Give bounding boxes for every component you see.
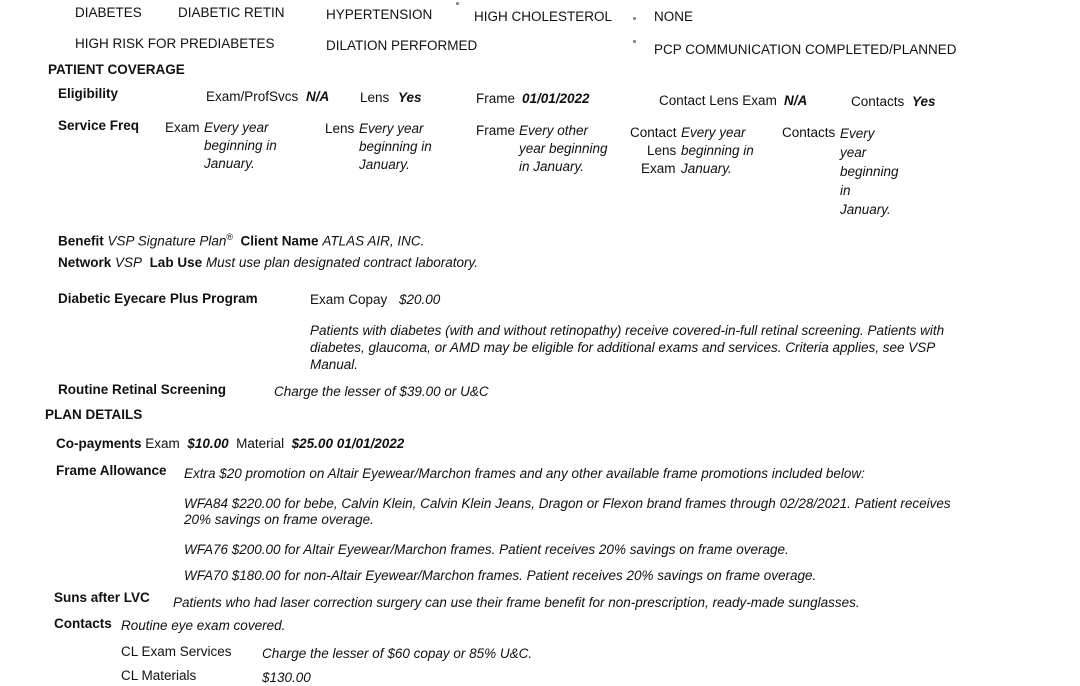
copay-exam-label: Exam	[145, 436, 180, 451]
copayments-label: Co-payments	[56, 436, 142, 451]
condition-high-risk-prediabetes: HIGH RISK FOR PREDIABETES	[75, 36, 275, 51]
service-freq-contacts-line: year	[840, 145, 867, 160]
service-freq-lens-line: January.	[359, 157, 410, 172]
service-freq-cl-label: Lens	[647, 143, 677, 158]
copay-exam-value: $10.00	[187, 436, 229, 451]
diabetic-copay-label: Exam Copay	[310, 292, 388, 307]
service-freq-exam-line: January.	[204, 156, 255, 171]
eligibility-frame-value: 01/01/2022	[522, 91, 590, 106]
network-label: Network	[58, 255, 112, 270]
condition-high-cholesterol: HIGH CHOLESTEROL	[474, 9, 613, 24]
frame-allowance-label: Frame Allowance	[56, 463, 167, 478]
lab-use-label: Lab Use	[149, 255, 203, 270]
cl-exam-services-label: CL Exam Services	[121, 644, 232, 659]
service-freq-frame-label: Frame	[476, 123, 516, 138]
condition-hypertension: HYPERTENSION	[326, 7, 433, 22]
eligibility-lens-label: Lens	[360, 90, 390, 105]
eligibility-frame-label: Frame	[476, 91, 516, 106]
client-name-label: Client Name	[240, 233, 319, 249]
frame-allowance-intro: Extra $20 promotion on Altair Eyewear/Marchon frames and any other available frame promotions included below:	[184, 466, 865, 481]
service-freq-lens-label: Lens	[325, 121, 355, 136]
service-freq-contacts-line: Every	[840, 126, 875, 141]
service-freq-frame-line: year beginning	[519, 141, 608, 156]
diabetic-desc-line: Manual.	[310, 357, 359, 372]
benefit-label: Benefit	[58, 233, 104, 249]
section-heading-patient-coverage: PATIENT COVERAGE	[48, 62, 185, 77]
condition-dilation-performed: DILATION PERFORMED	[326, 38, 478, 53]
eligibility-cl-exam-label: Contact Lens Exam	[659, 93, 777, 108]
copay-material-label: Material	[236, 436, 285, 451]
benefit-row	[58, 229, 424, 250]
lab-use-value: Must use plan designated contract laboratory.	[205, 255, 479, 270]
eligibility-contacts-label: Contacts	[851, 94, 905, 109]
scan-speck	[456, 2, 459, 5]
contacts-label: Contacts	[54, 616, 112, 631]
eligibility-exam-label: Exam/ProfSvcs	[206, 89, 299, 104]
wfa84-line: WFA84 $220.00 for bebe, Calvin Klein, Calvin Klein Jeans, Dragon or Flexon brand frames through 02/28/2021. Patient receives	[184, 496, 951, 511]
service-freq-label: Service Freq	[58, 118, 140, 133]
service-freq-contacts-line: beginning	[840, 164, 899, 179]
section-heading-plan-details: PLAN DETAILS	[45, 407, 143, 422]
diabetic-copay-value: $20.00	[399, 292, 441, 307]
wfa70-line: WFA70 $180.00 for non-Altair Eyewear/Marchon frames. Patient receives 20% savings on frame overage.	[184, 568, 817, 583]
wfa76-line: WFA76 $200.00 for Altair Eyewear/Marchon frames. Patient receives 20% savings on frame overage.	[184, 542, 789, 557]
suns-after-lvc-value: Patients who had laser correction surgery can use their frame benefit for non-prescription, ready-made sunglasses.	[173, 595, 860, 610]
service-freq-contacts-label: Contacts	[782, 125, 836, 140]
service-freq-contacts-line: January.	[840, 202, 891, 217]
service-freq-frame-line: Every other	[519, 123, 589, 138]
service-freq-cl-line: January.	[681, 161, 732, 176]
service-freq-contacts-line: in	[840, 183, 851, 198]
condition-diabetes: DIABETES	[75, 5, 142, 20]
eligibility-label: Eligibility	[58, 86, 119, 101]
contacts-value: Routine eye exam covered.	[121, 618, 286, 633]
service-freq-cl-line: beginning in	[681, 143, 754, 158]
network-row	[58, 254, 478, 271]
wfa84-line: 20% savings on frame overage.	[184, 512, 374, 527]
client-name-value: ATLAS AIR, INC.	[322, 233, 425, 249]
cl-materials-value: $130.00	[262, 670, 311, 685]
condition-diabetic-retin: DIABETIC RETIN	[178, 5, 285, 20]
service-freq-cl-line: Every year	[681, 125, 746, 140]
scan-speck	[633, 40, 636, 43]
service-freq-lens-line: Every year	[359, 121, 424, 136]
retinal-screening-value: Charge the lesser of $39.00 or U&C	[274, 384, 489, 399]
service-freq-exam-line: Every year	[204, 120, 269, 135]
service-freq-cl-label: Contact	[630, 125, 677, 140]
registered-mark: ®	[226, 232, 233, 242]
benefit-value: VSP Signature Plan	[107, 233, 227, 249]
copayments-row	[56, 435, 404, 452]
diabetic-desc-line: diabetes, glaucoma, or AMD may be eligible for additional exams and services. Criteria applies, see VSP	[310, 340, 936, 355]
eligibility-exam-value: N/A	[306, 89, 330, 104]
eligibility-lens-value: Yes	[398, 90, 422, 105]
condition-pcp-communication: PCP COMMUNICATION COMPLETED/PLANNED	[654, 42, 957, 57]
retinal-screening-label: Routine Retinal Screening	[58, 382, 227, 397]
scan-speck	[633, 17, 636, 20]
suns-after-lvc-label: Suns after LVC	[54, 590, 150, 605]
eligibility-contacts-value: Yes	[912, 94, 936, 109]
service-freq-cl-label: Exam	[641, 161, 676, 176]
diabetic-desc-line: Patients with diabetes (with and without retinopathy) receive covered-in-full retinal screening. Patients with	[310, 323, 945, 338]
diabetic-program-label: Diabetic Eyecare Plus Program	[58, 291, 258, 306]
service-freq-exam-label: Exam	[165, 120, 200, 135]
service-freq-lens-line: beginning in	[359, 139, 432, 154]
service-freq-exam-line: beginning in	[204, 138, 277, 153]
cl-exam-services-value: Charge the lesser of $60 copay or 85% U&C.	[262, 646, 533, 661]
copay-material-value: $25.00 01/01/2022	[291, 436, 405, 451]
condition-none: NONE	[654, 9, 694, 24]
network-value: VSP	[115, 255, 143, 270]
cl-materials-label: CL Materials	[121, 668, 197, 683]
service-freq-frame-line: in January.	[519, 159, 585, 174]
eligibility-cl-exam-value: N/A	[784, 93, 808, 108]
